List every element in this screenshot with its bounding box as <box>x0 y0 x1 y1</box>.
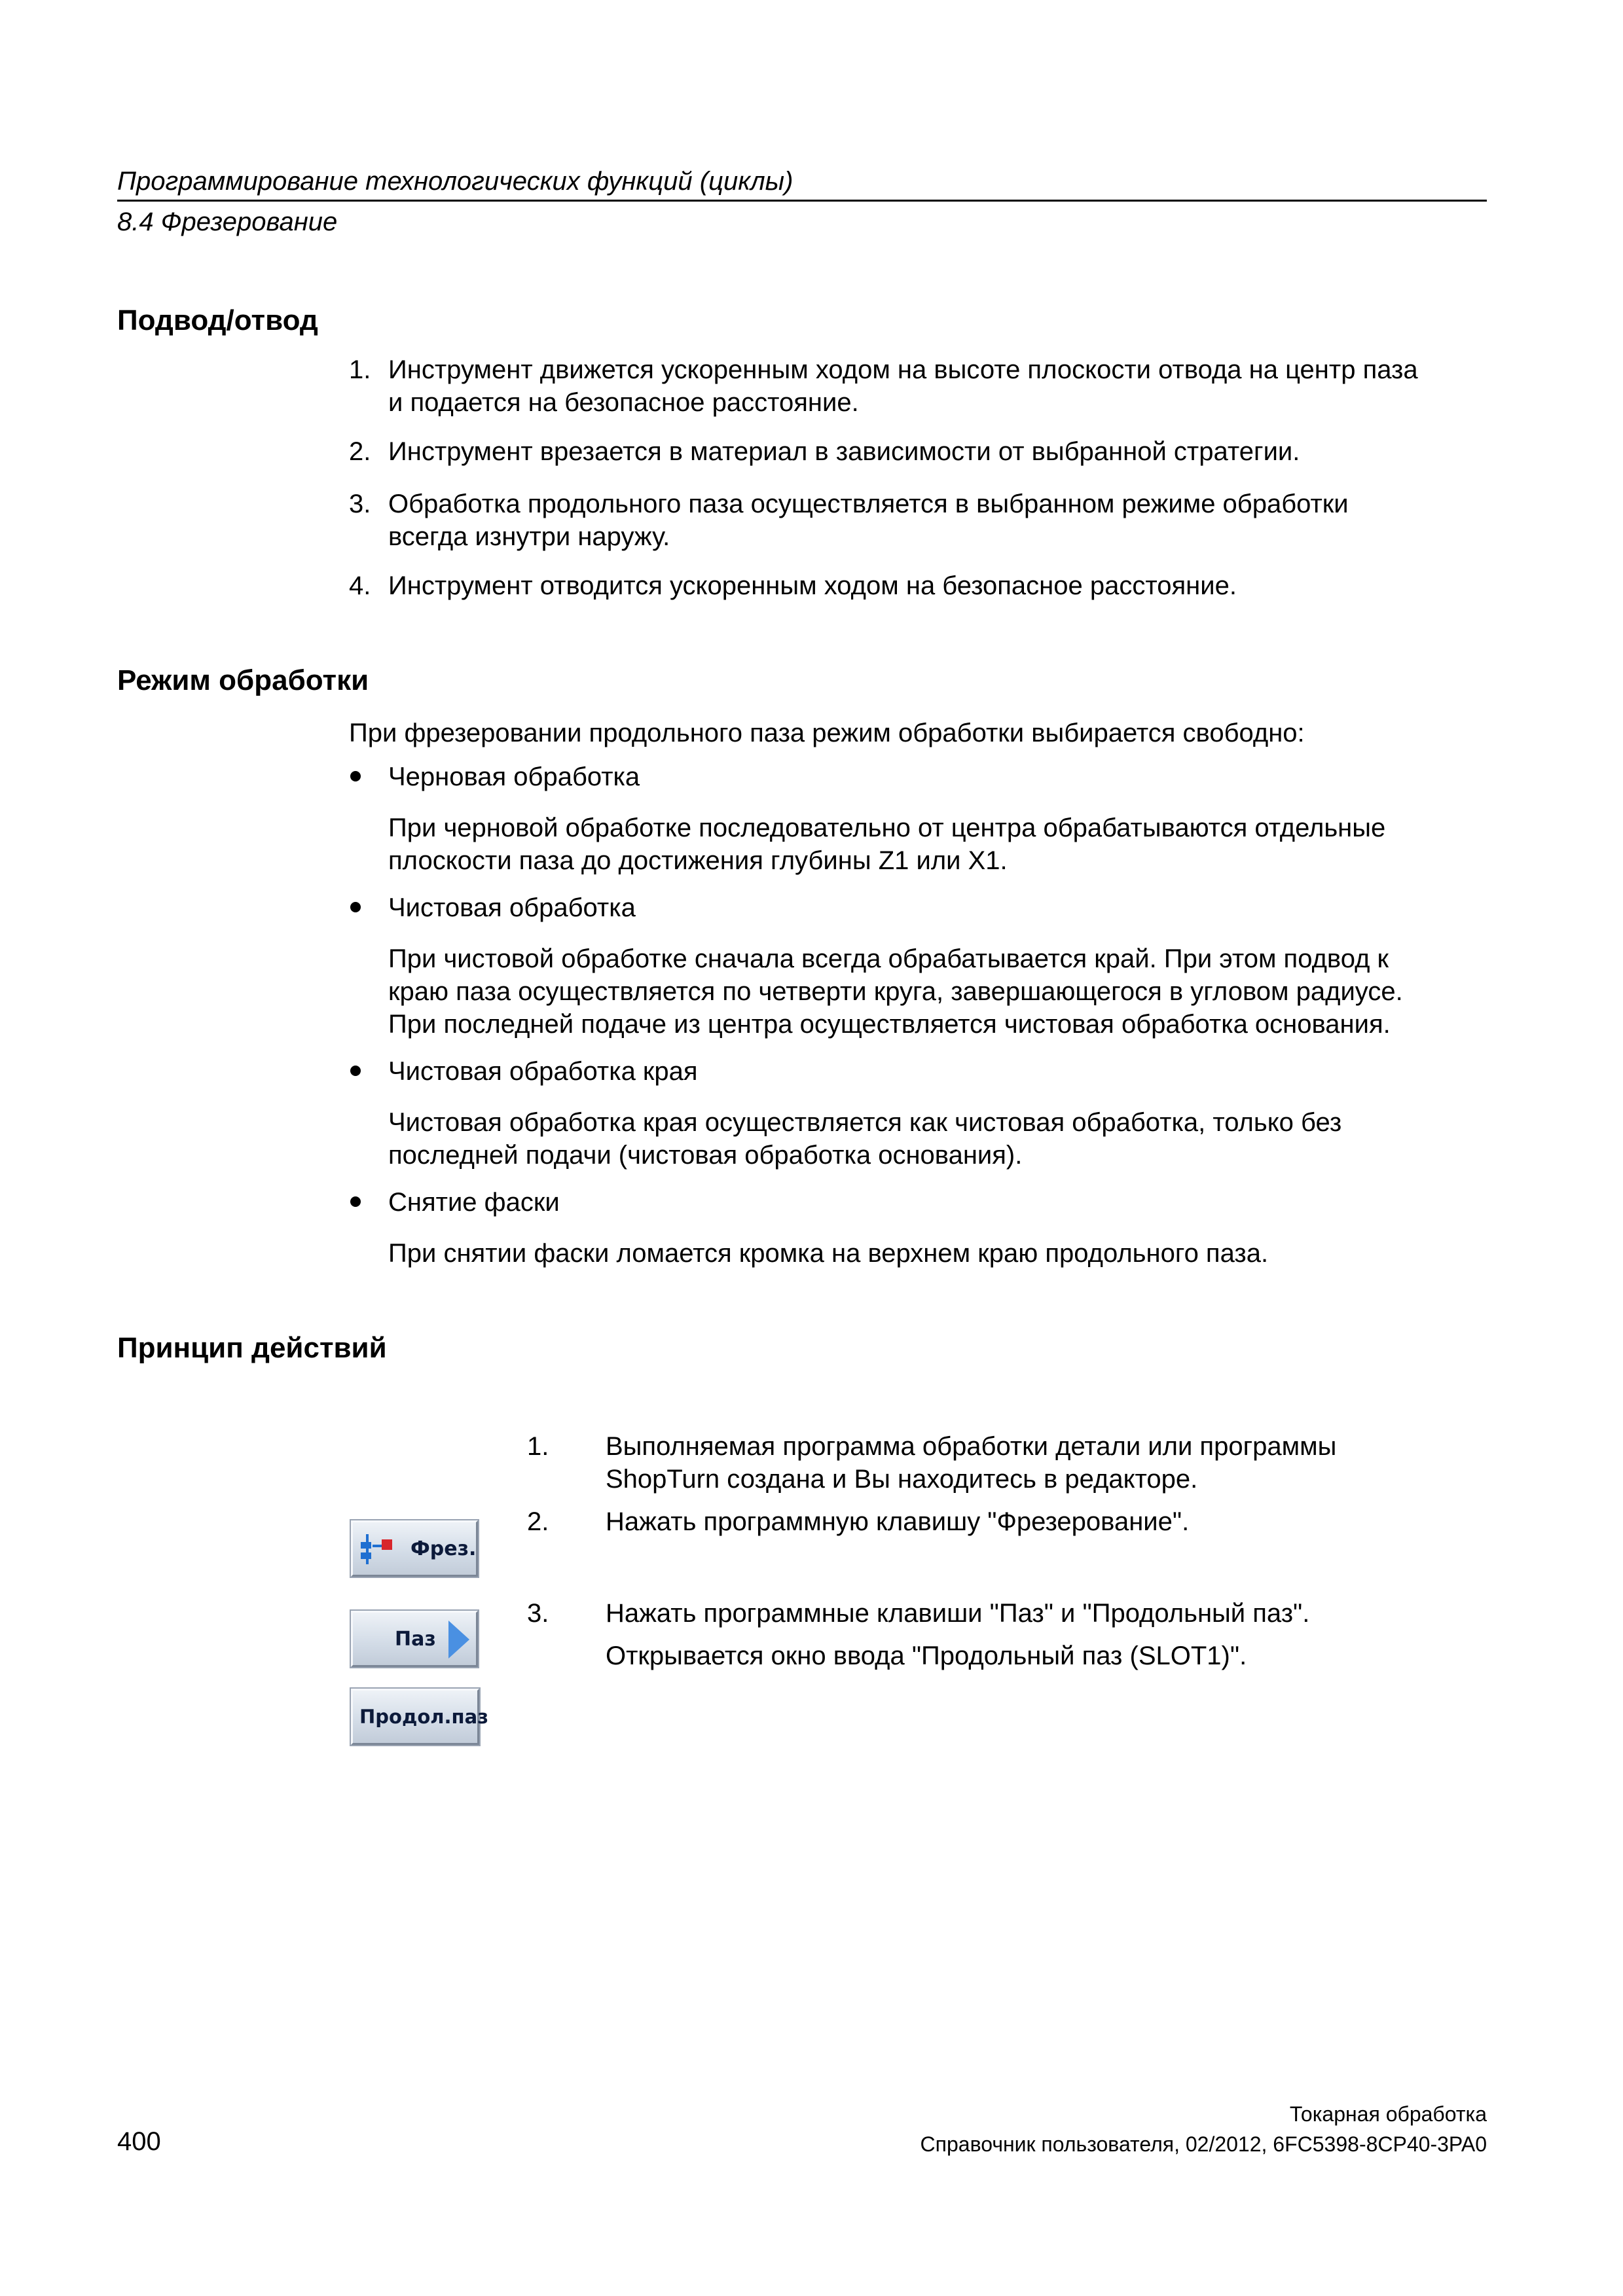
heading-machining-mode: Режим обработки <box>117 664 369 696</box>
footer-reference: Справочник пользователя, 02/2012, 6FC5398-8CP40-3PA0 <box>920 2132 1487 2156</box>
page-number: 400 <box>117 2127 161 2156</box>
milling-softkey[interactable] <box>351 1520 478 1577</box>
mode-item-description: При чистовой обработке сначала всегда обрабатывается край. При этом подвод к краю паза осуществляется по четверти круга, завершающегося в угловом радиусе. При последней подаче из центра осуществляется чистовая обработка основания. <box>388 944 1403 1039</box>
running-header-section: 8.4 Фрезерование <box>117 207 338 236</box>
bullet-icon <box>350 1066 361 1076</box>
mode-intro: При фрезеровании продольного паза режим обработки выбирается свободно: <box>349 719 1305 747</box>
bullet-icon <box>350 1196 361 1207</box>
slot-softkey[interactable] <box>351 1611 478 1667</box>
procedure-step-number: 1. <box>527 1432 549 1461</box>
step-text: Инструмент врезается в материал в зависимости от выбранной стратегии. <box>388 437 1300 466</box>
header-rule <box>117 200 1487 202</box>
step-text: Инструмент движется ускоренным ходом на высоте плоскости отвода на центр паза и подается на безопасное расстояние. <box>388 355 1418 417</box>
mode-item-label: Черновая обработка <box>388 762 640 791</box>
mode-item-label: Снятие фаски <box>388 1188 560 1217</box>
mode-item-description: Чистовая обработка края осуществляется как чистовая обработка, только без последней подачи (чистовая обработка основания). <box>388 1108 1342 1170</box>
bullet-icon <box>350 771 361 781</box>
procedure-step-number: 3. <box>527 1599 549 1628</box>
heading-procedure: Принцип действий <box>117 1332 387 1364</box>
procedure-step-text: Нажать программную клавишу "Фрезерование". <box>606 1507 1190 1536</box>
mode-item-description: При черновой обработке последовательно от центра обрабатываются отдельные плоскости паза до достижения глубины Z1 или X1. <box>388 814 1386 875</box>
arrow-right-icon <box>447 1619 471 1660</box>
milling-cutter-icon <box>359 1532 396 1567</box>
mode-item-description: При снятии фаски ломается кромка на верхнем краю продольного паза. <box>388 1239 1269 1268</box>
long-slot-softkey-label: Продол.паз <box>359 1706 489 1728</box>
slot-softkey-label: Паз <box>395 1627 436 1651</box>
heading-approach: Подвод/отвод <box>117 304 318 336</box>
footer-title: Токарная обработка <box>1289 2102 1487 2126</box>
bullet-icon <box>350 902 361 912</box>
long-slot-softkey[interactable] <box>351 1689 489 1745</box>
procedure-step-number: 2. <box>527 1507 549 1536</box>
procedure-step-text: Выполняемая программа обработки детали или программы ShopTurn создана и Вы находитесь в редакторе. <box>606 1432 1337 1494</box>
step-text: Инструмент отводится ускоренным ходом на безопасное расстояние. <box>388 571 1237 600</box>
running-header-chapter: Программирование технологических функций (циклы) <box>117 167 793 196</box>
mode-item-label: Чистовая обработка края <box>388 1057 698 1086</box>
step-number: 4. <box>349 571 371 600</box>
step-number: 1. <box>349 355 371 384</box>
procedure-step-text: Нажать программные клавиши "Паз" и "Продольный паз". Открывается окно ввода "Продольный паз (SLOT1)". <box>606 1599 1310 1670</box>
mode-item-label: Чистовая обработка <box>388 893 636 922</box>
milling-softkey-label: Фрез. <box>410 1537 477 1560</box>
step-number: 2. <box>349 437 371 466</box>
step-text: Обработка продольного паза осуществляется в выбранном режиме обработки всегда изнутри наружу. <box>388 490 1349 551</box>
step-number: 3. <box>349 490 371 518</box>
